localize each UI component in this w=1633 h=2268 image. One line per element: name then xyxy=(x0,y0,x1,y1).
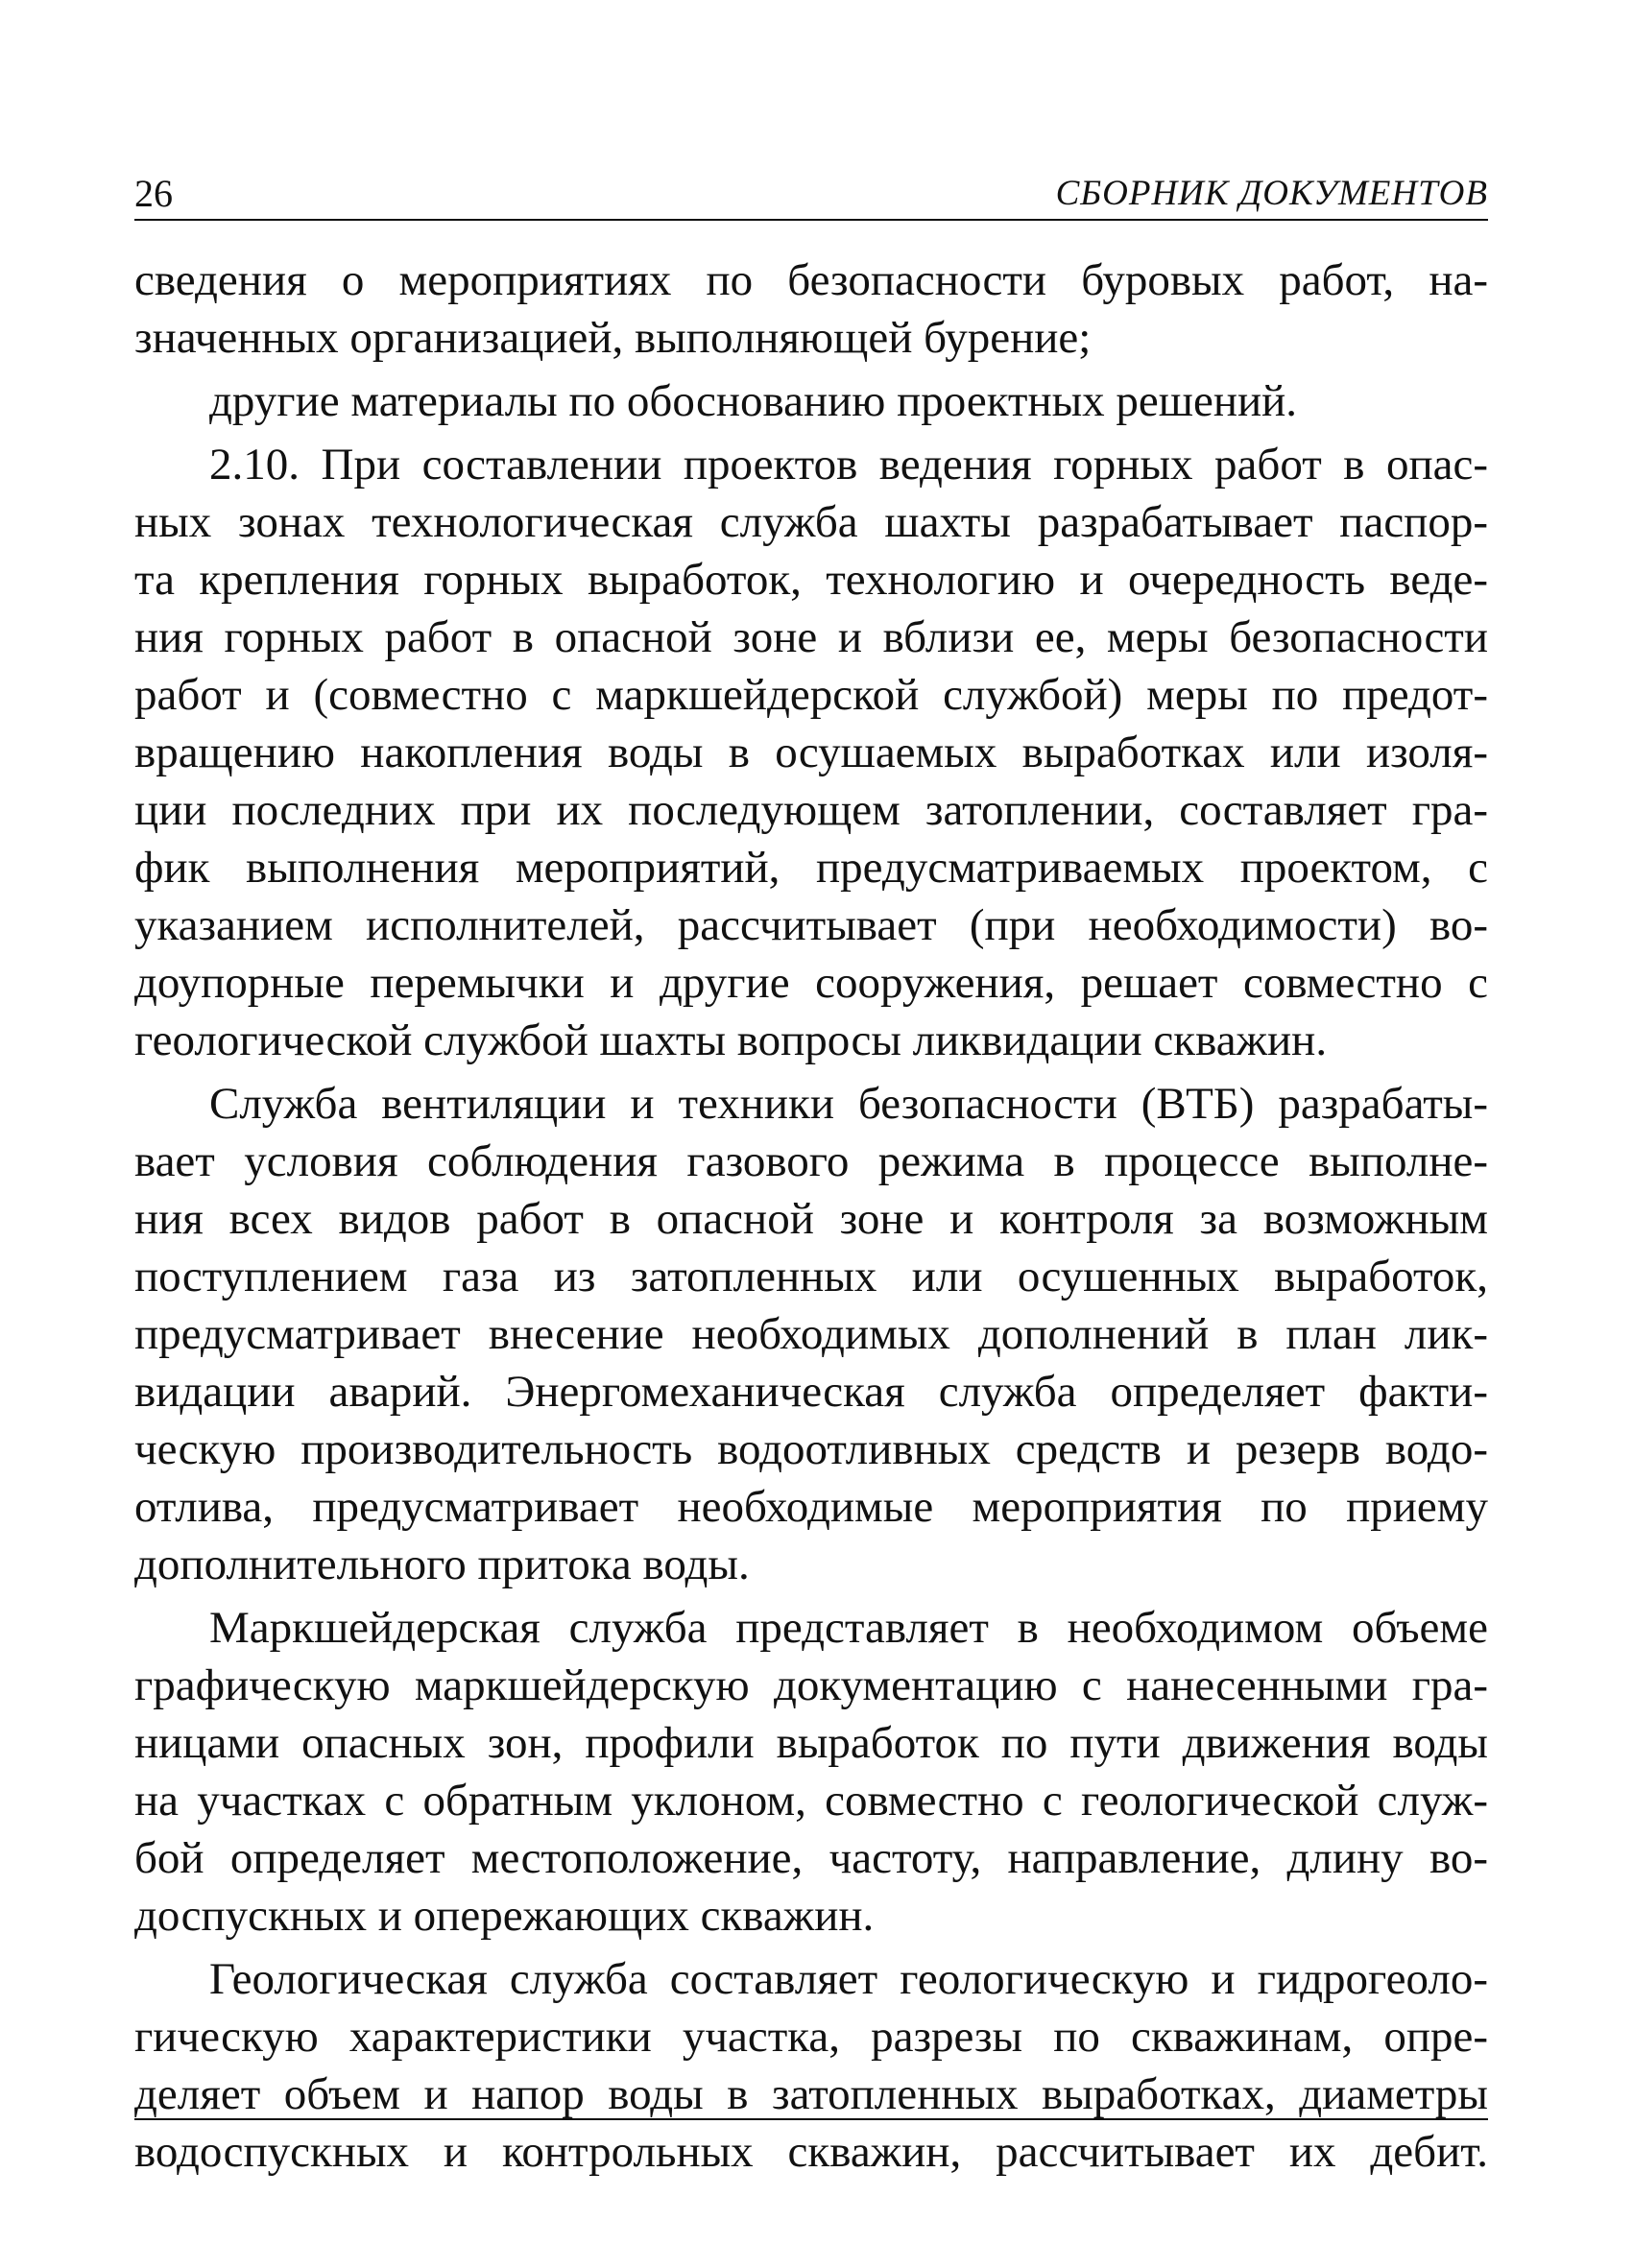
text-line: графическую маркшейдерскую документацию с нанесенными гра- xyxy=(134,1660,1488,1710)
paragraph xyxy=(134,372,1488,430)
paragraph xyxy=(134,436,1488,1069)
text-line: Геологическая служба составляет геологическую и гидрогеоло- xyxy=(209,1954,1488,2004)
page-header xyxy=(134,171,1488,217)
text-line: доупорные перемычки и другие сооружения, решает совместно с xyxy=(134,958,1488,1008)
text-line: гическую характеристики участка, разрезы по скважинам, опре- xyxy=(134,2012,1488,2062)
text-line: Маркшейдерская служба представляет в необходимом объеме xyxy=(209,1603,1488,1653)
text-line: водоспускных и контрольных скважин, рассчитывает их дебит. xyxy=(134,2127,1488,2177)
text-line: деляет объем и напор воды в затопленных выработках, диаметры xyxy=(134,2069,1488,2119)
text-line: ния горных работ в опасной зоне и вблизи ее, меры безопасности xyxy=(134,612,1488,662)
text-line: указанием исполнителей, рассчитывает (при необходимости) во- xyxy=(134,900,1488,950)
text-line: фик выполнения мероприятий, предусматриваемых проектом, с xyxy=(134,843,1488,893)
paragraph xyxy=(134,1599,1488,1945)
text-line: Служба вентиляции и техники безопасности (ВТБ) разрабаты- xyxy=(209,1079,1488,1129)
text-line: вращению накопления воды в осушаемых выработках или изоля- xyxy=(134,728,1488,777)
text-line: работ и (совместно с маркшейдерской службой) меры по предот- xyxy=(134,670,1488,720)
text-line: та крепления горных выработок, технологию и очередность веде- xyxy=(134,555,1488,605)
text-line: предусматривает внесение необходимых дополнений в план лик- xyxy=(134,1309,1488,1359)
text-line: другие материалы по обоснованию проектных решений. xyxy=(209,376,1298,426)
text-line: ных зонах технологическая служба шахты разрабатывает паспор- xyxy=(134,497,1488,547)
text-line: ния всех видов работ в опасной зоне и контроля за возможным xyxy=(134,1194,1488,1244)
text-line: дополнительного притока воды. xyxy=(134,1540,750,1589)
text-line: 2.10. При составлении проектов ведения горных работ в опас- xyxy=(209,440,1488,489)
paragraph xyxy=(134,1075,1488,1593)
text-line: ции последних при их последующем затоплении, составляет гра- xyxy=(134,785,1488,835)
text-line: поступлением газа из затопленных или осушенных выработок, xyxy=(134,1252,1488,1301)
text-line: геологической службой шахты вопросы ликвидации скважин. xyxy=(134,1015,1328,1065)
paragraph xyxy=(134,1950,1488,2181)
footer-rule xyxy=(134,2118,1488,2120)
running-title: СБОРНИК ДОКУМЕНТОВ xyxy=(1055,174,1488,213)
text-line: ницами опасных зон, профили выработок по пути движения воды xyxy=(134,1718,1488,1768)
text-line: значенных организацией, выполняющей бурение; xyxy=(134,313,1092,363)
header-rule xyxy=(134,219,1488,221)
text-line: вает условия соблюдения газового режима в процессе выполне- xyxy=(134,1136,1488,1186)
text-line: сведения о мероприятиях по безопасности буровых работ, на- xyxy=(134,255,1488,305)
text-line: видации аварий. Энергомеханическая служба определяет факти- xyxy=(134,1367,1488,1417)
text-line: на участках с обратным уклоном, совместно с геологической служ- xyxy=(134,1776,1488,1826)
text-line: отлива, предусматривает необходимые мероприятия по приему xyxy=(134,1482,1488,1532)
body-text xyxy=(134,251,1488,2186)
paragraph xyxy=(134,251,1488,367)
text-line: ческую производительность водоотливных средств и резерв водо- xyxy=(134,1424,1488,1474)
text-line: бой определяет местоположение, частоту, направление, длину во- xyxy=(134,1833,1488,1883)
text-line: доспускных и опережающих скважин. xyxy=(134,1891,875,1941)
page-number: 26 xyxy=(134,172,173,215)
